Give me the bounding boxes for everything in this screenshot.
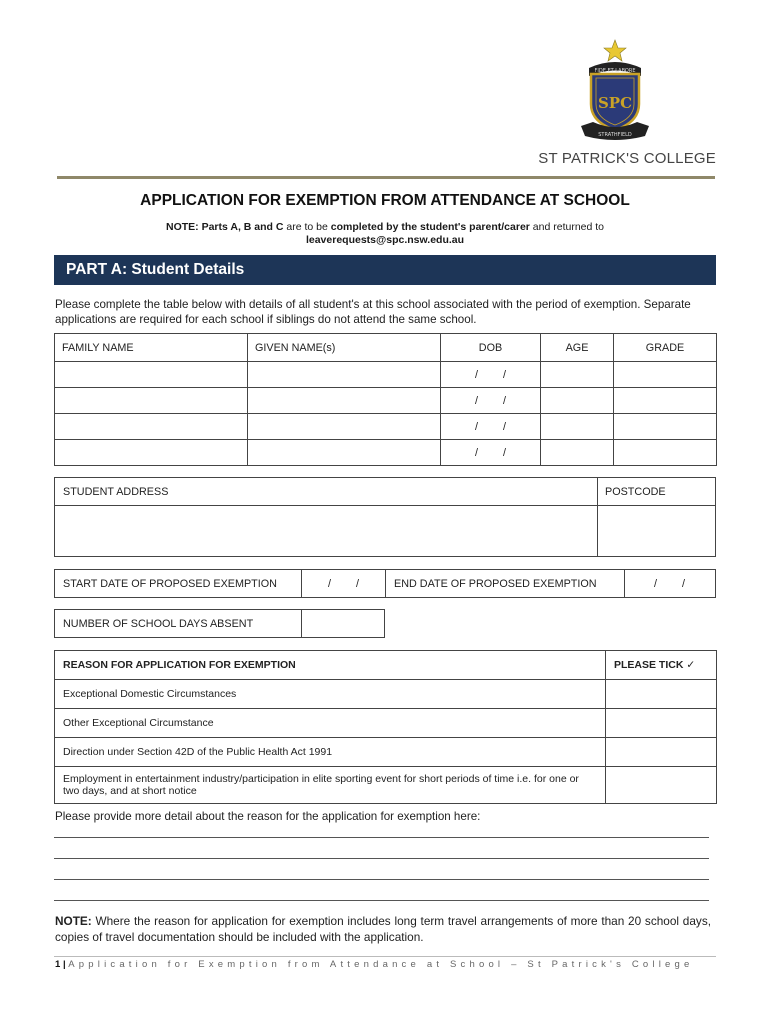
- age-field[interactable]: [541, 414, 614, 440]
- page-number: 1: [55, 959, 61, 970]
- college-crest-logo: [575, 38, 655, 144]
- footer-text: Application for Exemption from Attendance at School – St Patrick's College: [68, 959, 694, 970]
- svg-text:STRATHFIELD: STRATHFIELD: [598, 132, 632, 138]
- dob-field[interactable]: / /: [441, 440, 541, 466]
- given-names-field[interactable]: [248, 414, 441, 440]
- reason-row: [55, 680, 717, 709]
- travel-note-label: NOTE:: [55, 914, 92, 928]
- age-field[interactable]: [541, 362, 614, 388]
- address-label-cell: [54, 477, 598, 506]
- detail-write-line[interactable]: [54, 837, 709, 838]
- svg-text:SPC: SPC: [597, 94, 633, 112]
- return-email: leaverequests@spc.nsw.edu.au: [305, 234, 465, 246]
- reason-header-row: [55, 651, 717, 680]
- reason-header: REASON FOR APPLICATION FOR EXEMPTION: [55, 651, 606, 680]
- header-dob: DOB: [441, 334, 541, 362]
- dob-field[interactable]: / /: [441, 362, 541, 388]
- grade-field[interactable]: [614, 414, 717, 440]
- note-suffix: and returned to: [529, 221, 605, 233]
- family-name-field[interactable]: [55, 362, 248, 388]
- family-name-field[interactable]: [55, 440, 248, 466]
- header-divider: [57, 176, 715, 179]
- note-prefix: NOTE: Parts A, B and C: [165, 221, 284, 233]
- reason-row: [55, 738, 717, 767]
- table-header-row: [55, 334, 717, 362]
- reason-label: Employment in entertainment industry/participation in elite sporting event for short periods of time i.e. for one or two days, and at short notice: [55, 767, 606, 804]
- page-footer: [55, 959, 693, 970]
- dob-field[interactable]: / /: [441, 388, 541, 414]
- note-middle: are to be: [283, 221, 331, 233]
- start-date-field[interactable]: / /: [301, 569, 386, 598]
- tick-box[interactable]: [606, 709, 717, 738]
- table-row: [55, 362, 717, 388]
- header-given-names: GIVEN NAME(s): [248, 334, 441, 362]
- part-a-intro: Please complete the table below with details of all student's at this school associated with the period of exemption. Separate applications are required for each school if siblings do not attend the same school.: [55, 298, 691, 326]
- days-absent-label: NUMBER OF SCHOOL DAYS ABSENT: [63, 618, 254, 630]
- grade-field[interactable]: [614, 362, 717, 388]
- star-icon: [604, 40, 626, 61]
- start-date-label-cell: [54, 569, 302, 598]
- tick-box[interactable]: [606, 680, 717, 709]
- travel-note: [55, 913, 711, 945]
- days-absent-label-cell: [54, 609, 302, 638]
- header-grade: GRADE: [614, 334, 717, 362]
- grade-field[interactable]: [614, 440, 717, 466]
- college-name: ST PATRICK'S COLLEGE: [538, 150, 716, 167]
- reason-row: [55, 767, 717, 804]
- postcode-label: POSTCODE: [605, 486, 666, 498]
- header-family-name: FAMILY NAME: [55, 334, 248, 362]
- part-a-heading: PART A: Student Details: [66, 261, 245, 278]
- family-name-field[interactable]: [55, 388, 248, 414]
- given-names-field[interactable]: [248, 388, 441, 414]
- end-date-label-cell: [385, 569, 625, 598]
- table-row: [55, 414, 717, 440]
- reason-table: [54, 650, 717, 804]
- tick-box[interactable]: [606, 738, 717, 767]
- end-date-label: END DATE OF PROPOSED EXEMPTION: [394, 578, 597, 590]
- svg-text:FIDE ET LABORE: FIDE ET LABORE: [594, 68, 636, 74]
- grade-field[interactable]: [614, 388, 717, 414]
- detail-prompt: Please provide more detail about the reason for the application for exemption here:: [55, 810, 481, 823]
- tick-box[interactable]: [606, 767, 717, 804]
- days-absent-field[interactable]: [301, 609, 385, 638]
- postcode-label-cell: [597, 477, 716, 506]
- start-date-label: START DATE OF PROPOSED EXEMPTION: [63, 578, 277, 590]
- given-names-field[interactable]: [248, 362, 441, 388]
- travel-note-text: Where the reason for application for exemption includes long term travel arrangements of more than 20 school days, copies of travel documentation should be included with the application.: [55, 914, 711, 944]
- table-row: [55, 388, 717, 414]
- family-name-field[interactable]: [55, 414, 248, 440]
- header-age: AGE: [541, 334, 614, 362]
- tick-header: PLEASE TICK ✓: [606, 651, 717, 680]
- end-date-field[interactable]: / /: [624, 569, 716, 598]
- postcode-field[interactable]: [597, 505, 716, 557]
- note-instructions: [0, 221, 770, 233]
- given-names-field[interactable]: [248, 440, 441, 466]
- reason-label: Direction under Section 42D of the Public Health Act 1991: [55, 738, 606, 767]
- note-emphasis: completed by the student's parent/carer: [330, 221, 530, 233]
- dob-field[interactable]: / /: [441, 414, 541, 440]
- reason-label: Other Exceptional Circumstance: [55, 709, 606, 738]
- age-field[interactable]: [541, 440, 614, 466]
- address-field[interactable]: [54, 505, 598, 557]
- footer-divider: [54, 956, 716, 957]
- table-row: [55, 440, 717, 466]
- reason-label: Exceptional Domestic Circumstances: [55, 680, 606, 709]
- address-label: STUDENT ADDRESS: [63, 486, 169, 498]
- detail-write-line[interactable]: [54, 900, 709, 901]
- student-details-table: [54, 333, 717, 466]
- document-title: APPLICATION FOR EXEMPTION FROM ATTENDANCE AT SCHOOL: [140, 192, 630, 209]
- age-field[interactable]: [541, 388, 614, 414]
- footer-separator: |: [62, 959, 66, 970]
- detail-write-line[interactable]: [54, 879, 709, 880]
- detail-write-line[interactable]: [54, 858, 709, 859]
- part-a-heading-bar: [54, 255, 716, 285]
- reason-row: [55, 709, 717, 738]
